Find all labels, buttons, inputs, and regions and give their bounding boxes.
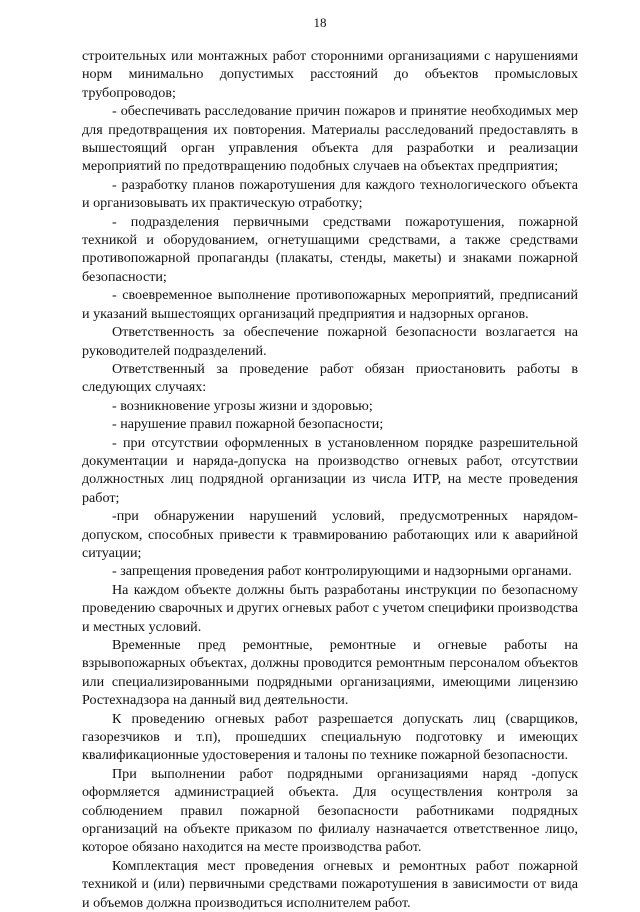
paragraph-responsibility: Ответственность за обеспечение пожарной безопасности возлагается на руководителей подразделений. bbox=[82, 324, 578, 359]
list-item-fire-plans: - разработку планов пожаротушения для каждого технологического объекта и организовывать их практическую отработку; bbox=[82, 176, 578, 212]
paragraph-equipping: Комплектация мест проведения огневых и ремонтных работ пожарной техникой и (или) первичными средствами пожаротушения в зависимости от вида и объемов должна производиться исполнителем работ. bbox=[82, 857, 578, 911]
paragraph-stop-work: Ответственный за проведение работ обязан приостановить работы в следующих случаях: bbox=[82, 360, 578, 396]
list-item-timely-measures: - своевременное выполнение противопожарных мероприятий, предписаний и указаний вышестоящих организаций предприятия и надзорных органов. bbox=[82, 287, 578, 322]
list-item-no-permit: - при отсутствии оформленных в установленном порядке разрешительной документации и наряда-допуска на производство огневых работ, отсутствии должностных лиц подрядной организации из числа ИТР, на месте проведения работ; bbox=[82, 434, 578, 506]
paragraph-continuation: строительных или монтажных работ сторонними организациями с нарушениями норм минимально допустимых расстояний до объектов промысловых трубопроводов; bbox=[82, 48, 578, 101]
list-item-violation: - нарушение правил пожарной безопасности; bbox=[112, 416, 384, 433]
paragraph-contractors: При выполнении работ подрядными организациями наряд -допуск оформляется администрацией объекта. Для осуществления контроля за соблюдением правил пожарной безопасности работниками подрядных организаций на объекте приказом по филиалу назначается ответственное лицо, которое обязано находится на месте производства работ. bbox=[82, 765, 578, 856]
paragraph-instructions: На каждом объекте должны быть разработаны инструкции по безопасному проведению сварочных и других огневых работ с учетом специфики производства и местных условий. bbox=[82, 581, 578, 635]
page-number: 18 bbox=[313, 15, 327, 30]
list-item-threat: - возникновение угрозы жизни и здоровью; bbox=[112, 397, 373, 414]
paragraph-admission: К проведению огневых работ разрешается допускать лиц (сварщиков, газорезчиков и т.п), прошедших специальную подготовку и имеющих квалификационные удостоверения и талоны по технике пожарной безопасности. bbox=[82, 710, 578, 764]
list-item-investigation: - обеспечивать расследование причин пожаров и принятие необходимых мер для предотвращения их повторения. Материалы расследований предоставлять в вышестоящий орган управления объекта для разработки и реализации мероприятий по предотвращению подобных случаев на объектах предприятия; bbox=[82, 103, 578, 175]
document-body bbox=[82, 47, 578, 912]
list-item-equipment: - подразделения первичными средствами пожаротушения, пожарной техникой и оборудованием, огнетушащими средствами, а также средствами противопожарной пропаганды (плакаты, стенды, макеты) и знаками пожарной безопасности; bbox=[82, 213, 578, 285]
paragraph-temporary-work: Временные пред ремонтные, ремонтные и огневые работы на взрывопожарных объектах, должны проводится ремонтным персоналом объектов или специализированными подрядными организациями, имеющими лицензию Ростехнадзора на данный вид деятельности. bbox=[82, 637, 578, 709]
list-item-conditions: -при обнаружении нарушений условий, предусмотренных нарядом-допуском, способных привести к травмированию работающих или к аварийной ситуации; bbox=[82, 508, 578, 561]
list-item-prohibition: - запрещения проведения работ контролирующими и надзорными органами. bbox=[112, 563, 572, 580]
